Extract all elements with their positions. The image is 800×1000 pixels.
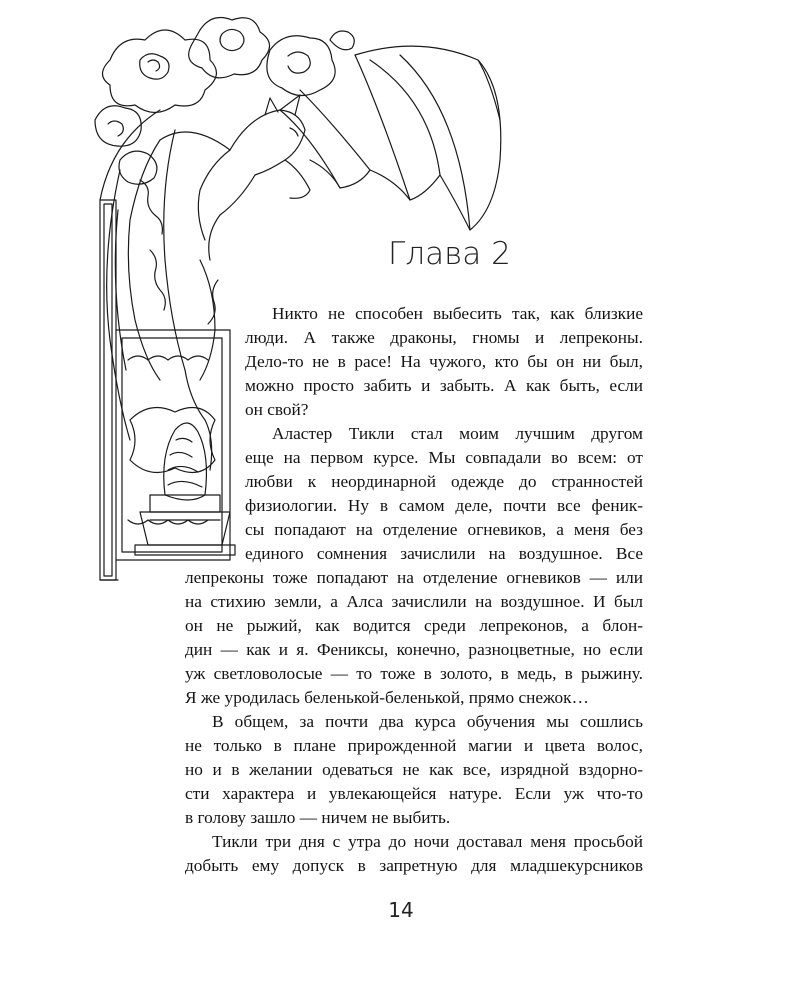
text-line: не только в плане прирожденной магии и цвета волос, [185, 736, 643, 755]
text-line: В общем, за почти два курса обучения мы сошлись [212, 712, 643, 731]
text-line: но и в желании одеваться не как все, изрядной вздорно- [185, 760, 643, 779]
text-line: лепреконы тоже попадают на отделение огневиков — или [185, 568, 643, 587]
text-line: в голову зашло — ничем не выбить. [185, 808, 451, 827]
text-line: можно просто забить и забыть. А как быть, если [245, 376, 643, 395]
chapter-title: Глава 2 [388, 236, 511, 272]
egg-on-pedestal [135, 423, 235, 555]
text-line: еще на первом курсе. Мы совпадали во всем: от [245, 448, 643, 467]
text-line: дин — как и я. Фениксы, конечно, разноцветные, но если [185, 640, 643, 659]
text-line: добыть ему допуск в запретную для младшекурсников [185, 856, 643, 875]
text-line: Тикли три дня с утра до ночи доставал меня просьбой [212, 832, 643, 851]
text-line: Я же уродилась беленькой-беленькой, прямо снежок… [185, 688, 589, 707]
rose-ornament [95, 18, 354, 185]
text-line: единого сомнения зачислили на воздушное. Все [245, 544, 643, 563]
text-line: физиологии. Ну в самом деле, почти все феник- [245, 496, 643, 515]
text-line: он свой? [245, 400, 309, 419]
text-line: уж светловолосые — то тоже в золото, в медь, в рыжину. [185, 664, 643, 683]
text-line: сы попадают на отделение огневиков, а меня без [245, 520, 643, 539]
text-line: он не рыжий, как водится среди лепреконов, а блон- [185, 616, 643, 635]
text-line: сти характера и увлекающейся натуре. Если уж что-то [185, 784, 643, 803]
ornamental-frame [100, 110, 230, 580]
text-line: Аластер Тикли стал моим лучшим другом [272, 424, 643, 443]
text-line: любви к неординарной одежде до странностей [245, 472, 643, 491]
text-line: на стихию земли, а Алса зачислили на воздушное. И был [185, 592, 643, 611]
dragon-tail [107, 170, 130, 440]
text-line: Дело-то не в расе! На чужого, кто бы он ни был, [245, 352, 643, 371]
page-number: 14 [388, 898, 414, 922]
text-line: люди. А также драконы, гномы и лепреконы. [245, 328, 643, 347]
dragon-wing [280, 46, 501, 230]
text-line: Никто не способен выбесить так, как близкие [272, 304, 643, 323]
